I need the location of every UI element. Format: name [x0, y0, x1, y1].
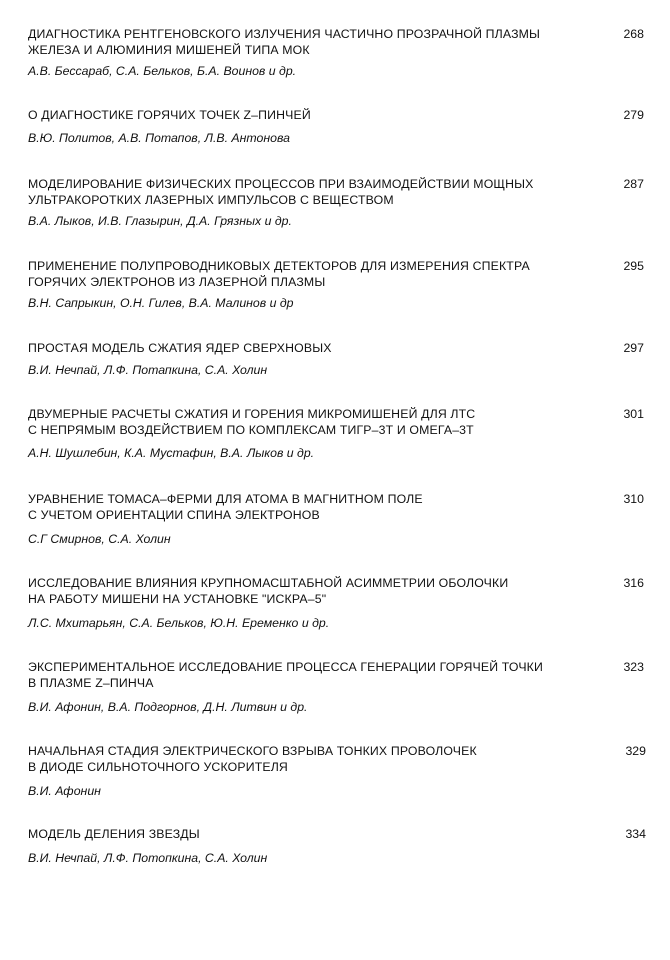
page-number: 295: [623, 259, 644, 273]
article-authors: В.Ю. Политов, А.В. Потапов, Л.В. Антонова: [28, 131, 290, 145]
article-title: УРАВНЕНИЕ ТОМАСА–ФЕРМИ ДЛЯ АТОМА В МАГНИТНОМ ПОЛЕ С УЧЕТОМ ОРИЕНТАЦИИ СПИНА ЭЛЕКТРОНОВ: [28, 492, 423, 522]
article-authors: В.И. Афонин: [28, 784, 101, 798]
page-number: 310: [623, 492, 644, 506]
article-title: ПРИМЕНЕНИЕ ПОЛУПРОВОДНИКОВЫХ ДЕТЕКТОРОВ ДЛЯ ИЗМЕРЕНИЯ СПЕКТРА ГОРЯЧИХ ЭЛЕКТРОНОВ ИЗ ЛАЗЕРНОЙ ПЛАЗМЫ: [28, 259, 530, 289]
article-authors: Л.С. Мхитарьян, С.А. Бельков, Ю.Н. Еременко и др.: [28, 616, 330, 630]
page-number: 297: [623, 341, 644, 355]
article-title: ПРОСТАЯ МОДЕЛЬ СЖАТИЯ ЯДЕР СВЕРХНОВЫХ: [28, 341, 332, 355]
article-title: МОДЕЛЬ ДЕЛЕНИЯ ЗВЕЗДЫ: [28, 827, 200, 841]
page-number: 279: [623, 108, 644, 122]
article-authors: В.И. Афонин, В.А. Подгорнов, Д.Н. Литвин и др.: [28, 700, 308, 714]
page-number: 301: [623, 407, 644, 421]
article-authors: В.И. Нечпай, Л.Ф. Потапкина, С.А. Холин: [28, 363, 268, 377]
article-title: ДИАГНОСТИКА РЕНТГЕНОВСКОГО ИЗЛУЧЕНИЯ ЧАСТИЧНО ПРОЗРАЧНОЙ ПЛАЗМЫ ЖЕЛЕЗА И АЛЮМИНИЯ МИШЕНЕЙ ТИПА МОК: [28, 27, 541, 57]
page-number: 334: [625, 827, 646, 841]
page-number: 323: [623, 660, 644, 674]
page-number: 287: [623, 177, 644, 191]
article-authors: С.Г Смирнов, С.А. Холин: [28, 532, 171, 546]
article-title: О ДИАГНОСТИКЕ ГОРЯЧИХ ТОЧЕК Z–ПИНЧЕЙ: [28, 108, 311, 122]
page-number: 268: [623, 27, 644, 41]
article-title: ДВУМЕРНЫЕ РАСЧЕТЫ СЖАТИЯ И ГОРЕНИЯ МИКРОМИШЕНЕЙ ДЛЯ ЛТС С НЕПРЯМЫМ ВОЗДЕЙСТВИЕМ ПО КОМПЛЕКСАМ ТИГР–3Т И ОМЕГА–3Т: [28, 407, 476, 437]
article-authors: А.В. Бессараб, С.А. Бельков, Б.А. Воинов и др.: [28, 64, 297, 78]
article-authors: В.И. Нечпай, Л.Ф. Потопкина, С.А. Холин: [28, 851, 268, 865]
article-authors: В.А. Лыков, И.В. Глазырин, Д.А. Грязных и др.: [28, 214, 292, 228]
article-title: ИССЛЕДОВАНИЕ ВЛИЯНИЯ КРУПНОМАСШТАБНОЙ АСИММЕТРИИ ОБОЛОЧКИ НА РАБОТУ МИШЕНИ НА УСТАНОВКЕ "ИСКРА–5": [28, 576, 509, 606]
article-title: ЭКСПЕРИМЕНТАЛЬНОЕ ИССЛЕДОВАНИЕ ПРОЦЕССА ГЕНЕРАЦИИ ГОРЯЧЕЙ ТОЧКИ В ПЛАЗМЕ Z–ПИНЧА: [28, 660, 543, 690]
page-number: 316: [623, 576, 644, 590]
article-authors: А.Н. Шушлебин, К.А. Мустафин, В.А. Лыков и др.: [28, 446, 315, 460]
page-number: 329: [625, 744, 646, 758]
article-title: МОДЕЛИРОВАНИЕ ФИЗИЧЕСКИХ ПРОЦЕССОВ ПРИ ВЗАИМОДЕЙСТВИИ МОЩНЫХ УЛЬТРАКОРОТКИХ ЛАЗЕРНЫХ ИМПУЛЬСОВ С ВЕЩЕСТВОМ: [28, 177, 534, 207]
article-authors: В.Н. Сапрыкин, О.Н. Гилев, В.А. Малинов и др: [28, 296, 294, 310]
article-title: НАЧАЛЬНАЯ СТАДИЯ ЭЛЕКТРИЧЕСКОГО ВЗРЫВА ТОНКИХ ПРОВОЛОЧЕК В ДИОДЕ СИЛЬНОТОЧНОГО УСКОРИТЕЛЯ: [28, 744, 477, 774]
